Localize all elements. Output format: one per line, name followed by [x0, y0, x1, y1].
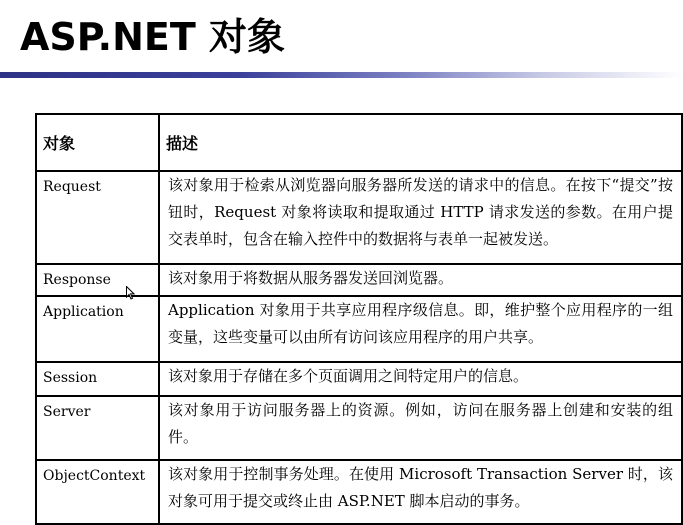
- table-row: [36, 362, 682, 396]
- object-name-cell: ObjectContext: [36, 460, 159, 524]
- object-name-cell: Server: [36, 396, 159, 460]
- slide-title: ASP.NET 对象: [20, 15, 285, 59]
- mouse-pointer-icon: [126, 286, 136, 300]
- object-description-cell: 该对象用于控制事务处理。在使用 Microsoft Transaction Server 时，该对象可用于提交或终止由 ASP.NET 脚本启动的事务。: [159, 460, 682, 524]
- table-row: [36, 296, 682, 362]
- asp-objects-table: [35, 113, 683, 525]
- table-row: [36, 171, 682, 264]
- object-name-cell: Request: [36, 171, 159, 264]
- title-underline-bar: [0, 72, 683, 78]
- objects-table-container: [35, 113, 681, 525]
- object-name-cell: Application: [36, 296, 159, 362]
- object-description-cell: 该对象用于存储在多个页面调用之间特定用户的信息。: [159, 362, 682, 396]
- table-row: [36, 460, 682, 524]
- object-description-cell: 该对象用于访问服务器上的资源。例如，访问在服务器上创建和安装的组件。: [159, 396, 682, 460]
- object-description-cell: 该对象用于将数据从服务器发送回浏览器。: [159, 264, 682, 296]
- object-name-cell: Session: [36, 362, 159, 396]
- table-row: [36, 396, 682, 460]
- object-description-cell: Application 对象用于共享应用程序级信息。即，维护整个应用程序的一组变量，这些变量可以由所有访问该应用程序的用户共享。: [159, 296, 682, 362]
- object-name-cell: Response: [36, 264, 159, 296]
- column-header-object: 对象: [36, 114, 159, 171]
- object-description-cell: 该对象用于检索从浏览器向服务器所发送的请求中的信息。在按下“提交”按钮时，Request 对象将读取和提取通过 HTTP 请求发送的参数。在用户提交表单时，包含在输入控件中的数据将与表单一起被发送。: [159, 171, 682, 264]
- column-header-description: 描述: [159, 114, 682, 171]
- table-header-row: [36, 114, 682, 171]
